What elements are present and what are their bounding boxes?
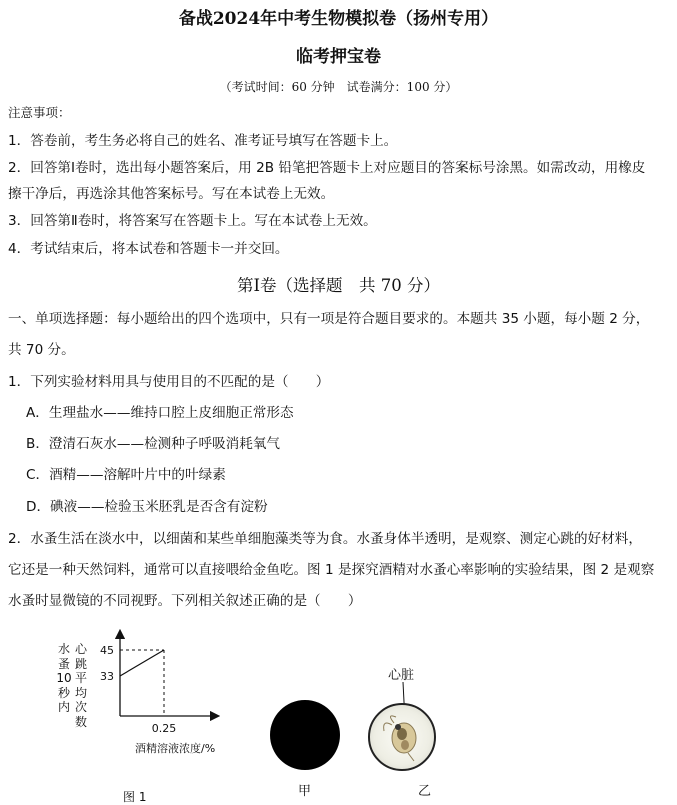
paper-title: 备战2024年中考生物模拟卷（扬州专用） (178, 9, 499, 29)
notice-item-2: 2．回答第Ⅰ卷时，选出每小题答案后，用 2B 铅笔把答题卡上对应题目的答案标号涂黑。如需改动，用橡皮 (8, 160, 646, 176)
figure-1-caption: 图 1 (123, 790, 147, 804)
figure-1-ylabel-char: 蚤 (57, 656, 70, 671)
paper-subtitle: 临考押宝卷 (296, 47, 381, 67)
view-b-microscope-field (368, 703, 436, 771)
notice-item-1: 1．答卷前，考生务必将自己的姓名、准考证号填写在答题卡上。 (8, 133, 398, 149)
figure-1-ylabel-char: 内 (57, 700, 70, 714)
figure-1-ylabel-char: 心 (74, 642, 87, 656)
figure-1-ylabel-char: 数 (74, 714, 87, 729)
section-instruction-1: 一、单项选择题：每小题给出的四个选项中，只有一项是符合题目要求的。本题共 35 小题，每小题 2 分， (8, 311, 650, 327)
notice-item-4: 4．考试结束后，将本试卷和答题卡一并交回。 (8, 241, 289, 257)
figure-1-ylabel-char: 跳 (74, 656, 87, 671)
figure-1-xlabel: 酒精溶液浓度/% (135, 742, 216, 755)
q2-stem-1: 2．水蚤生活在淡水中，以细菌和某些单细胞藻类等为食。水蚤身体半透明，是观察、测定心跳的好材料， (8, 531, 642, 547)
q2-stem-3: 水蚤时显微镜的不同视野。下列相关叙述正确的是（ ） (8, 593, 362, 609)
q1-option-d: D．碘液——检验玉米胚乳是否含有淀粉 (26, 499, 268, 515)
figure-1-ytick-label: 33 (100, 670, 114, 683)
figure-1-chart (40, 628, 260, 800)
figure-1-ylabel-char: 平 (74, 671, 87, 685)
figure-1 (40, 628, 260, 804)
water-flea-icon (370, 705, 434, 769)
figure-1-ylabel-char: 秒 (57, 685, 70, 700)
notice-heading: 注意事项： (8, 105, 71, 120)
notice-item-3: 3．回答第Ⅱ卷时，将答案写在答题卡上。写在本试卷上无效。 (8, 213, 377, 229)
exam-info: （考试时间：60 分钟 试卷满分：100 分） (219, 80, 458, 94)
figure-1-ylabel-char: 次 (74, 700, 87, 714)
view-b-label: 乙 (418, 784, 432, 799)
q1-option-a: A．生理盐水——维持口腔上皮细胞正常形态 (26, 405, 294, 421)
section-instruction-2: 共 70 分。 (8, 342, 75, 358)
figure-1-ylabel-char: 10 (56, 671, 72, 685)
figure-1-series-line (120, 650, 164, 676)
section-title: 第Ⅰ卷（选择题 共 70 分） (236, 276, 440, 295)
figure-1-ylabel-char: 水 (57, 642, 70, 656)
q1-option-c: C．酒精——溶解叶片中的叶绿素 (26, 467, 226, 483)
figure-1-ylabel-char: 均 (74, 685, 87, 700)
q1-option-b: B．澄清石灰水——检测种子呼吸消耗氧气 (26, 436, 281, 452)
q2-stem-2: 它还是一种天然饲料，通常可以直接喂给金鱼吃。图 1 是探究酒精对水蚤心率影响的实验结果，图 2 是观察 (8, 562, 655, 578)
view-a-label: 甲 (298, 784, 312, 799)
figure-1-xtick-label: 0.25 (151, 722, 177, 735)
heart-label: 心脏 (388, 668, 415, 683)
figure-2 (260, 660, 460, 800)
q1-stem: 1．下列实验材料用具与使用目的不匹配的是（ ） (8, 374, 330, 390)
figure-1-ytick-label: 45 (100, 644, 114, 657)
notice-item-2-cont: 擦干净后，再选涂其他答案标号。写在本试卷上无效。 (8, 186, 335, 202)
